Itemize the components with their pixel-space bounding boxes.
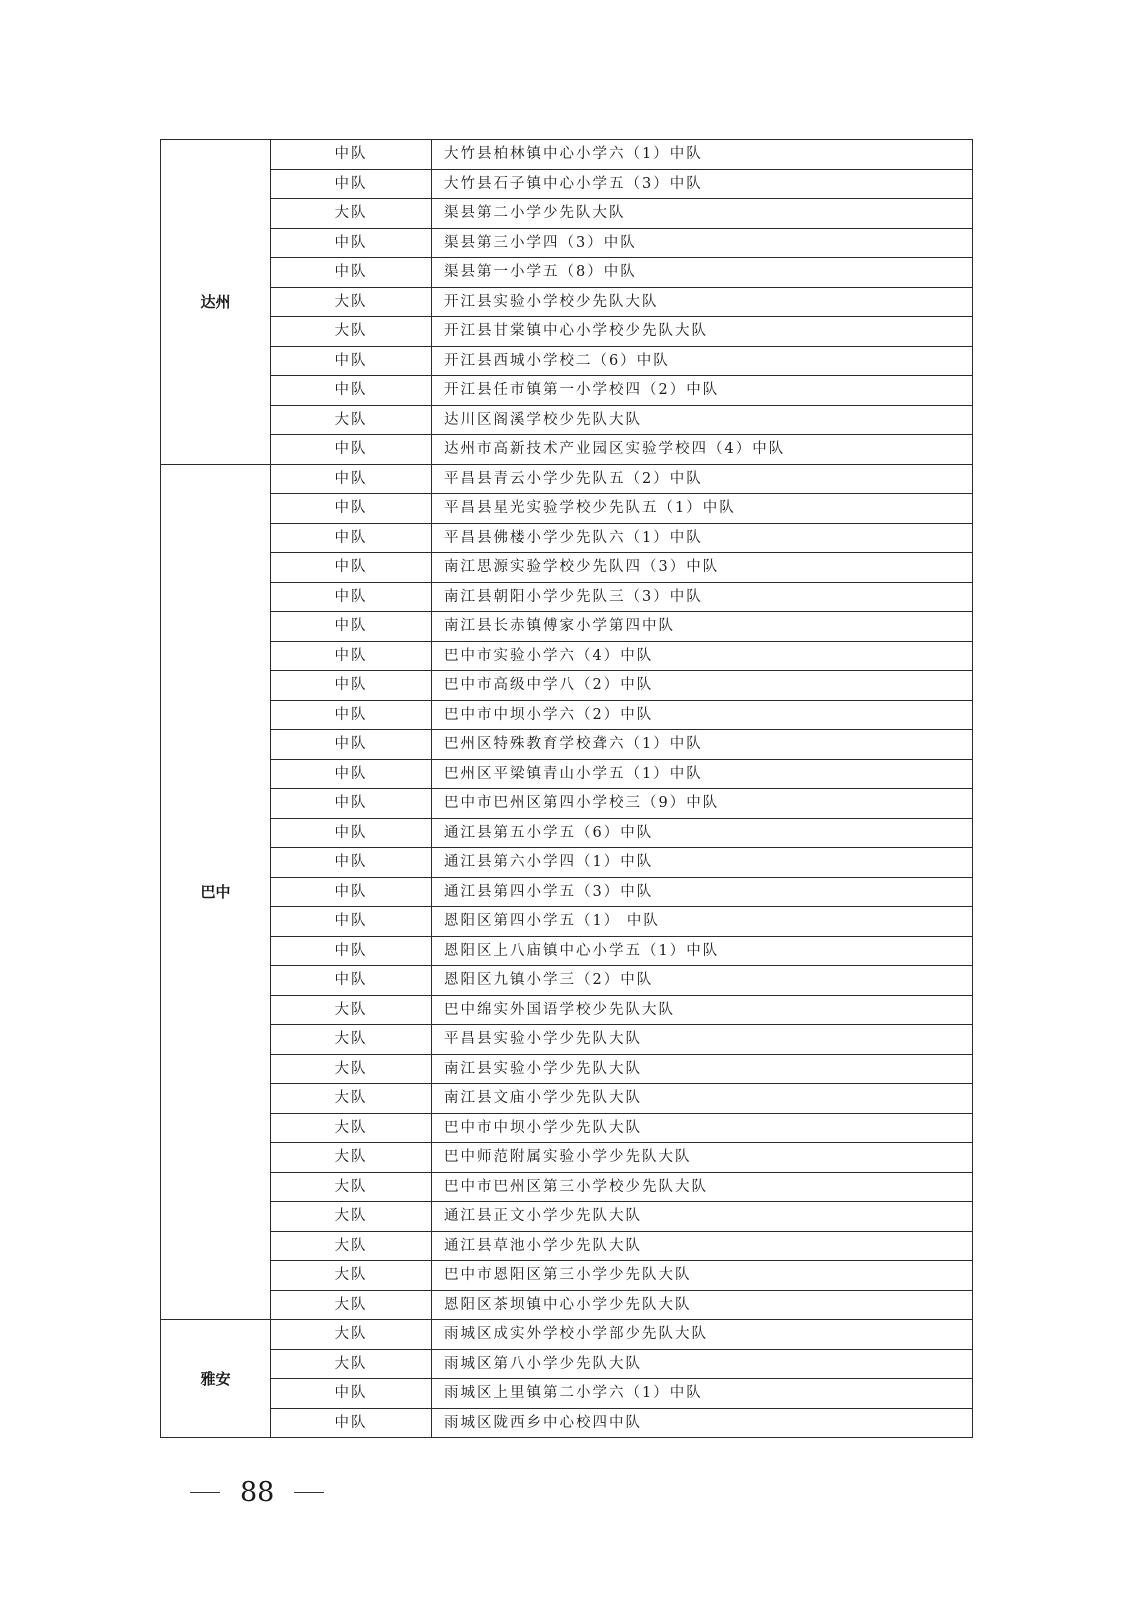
table-body [161, 140, 973, 1438]
table-row [161, 1143, 973, 1173]
level-cell: 中队 [271, 818, 432, 848]
unit-name-cell: 达州市高新技术产业园区实验学校四（4）中队 [432, 435, 973, 465]
unit-name-cell: 平昌县星光实验学校少先队五（1）中队 [432, 494, 973, 524]
unit-name-cell: 巴中市中坝小学少先队大队 [432, 1113, 973, 1143]
table-row [161, 936, 973, 966]
unit-name-cell: 恩阳区上八庙镇中心小学五（1）中队 [432, 936, 973, 966]
unit-name-cell: 恩阳区第四小学五（1） 中队 [432, 907, 973, 937]
unit-name-cell: 南江思源实验学校少先队四（3）中队 [432, 553, 973, 583]
level-cell: 大队 [271, 1202, 432, 1232]
table-row [161, 523, 973, 553]
unit-name-cell: 渠县第一小学五（8）中队 [432, 258, 973, 288]
level-cell: 中队 [271, 730, 432, 760]
page-number: 88 [240, 1476, 275, 1508]
level-cell: 中队 [271, 848, 432, 878]
level-cell: 中队 [271, 553, 432, 583]
table-row [161, 995, 973, 1025]
table-row [161, 494, 973, 524]
unit-name-cell: 巴中市恩阳区第三小学少先队大队 [432, 1261, 973, 1291]
level-cell: 大队 [271, 1143, 432, 1173]
unit-name-cell: 开江县甘棠镇中心小学校少先队大队 [432, 317, 973, 347]
footer-dash-left [190, 1492, 220, 1493]
unit-name-cell: 大竹县柏林镇中心小学六（1）中队 [432, 140, 973, 170]
level-cell: 大队 [271, 1261, 432, 1291]
level-cell: 中队 [271, 641, 432, 671]
unit-name-cell: 通江县第四小学五（3）中队 [432, 877, 973, 907]
level-cell: 大队 [271, 1172, 432, 1202]
level-cell: 中队 [271, 1379, 432, 1409]
table-row [161, 700, 973, 730]
region-cell: 雅安 [161, 1320, 271, 1438]
level-cell: 大队 [271, 1349, 432, 1379]
level-cell: 中队 [271, 936, 432, 966]
level-cell: 中队 [271, 966, 432, 996]
unit-name-cell: 平昌县佛楼小学少先队六（1）中队 [432, 523, 973, 553]
table-row [161, 317, 973, 347]
unit-name-cell: 南江县文庙小学少先队大队 [432, 1084, 973, 1114]
region-cell: 达州 [161, 140, 271, 465]
table-row [161, 1025, 973, 1055]
table-row [161, 1113, 973, 1143]
unit-name-cell: 平昌县青云小学少先队五（2）中队 [432, 464, 973, 494]
level-cell: 中队 [271, 464, 432, 494]
table-row [161, 759, 973, 789]
level-cell: 中队 [271, 435, 432, 465]
unit-name-cell: 巴中绵实外国语学校少先队大队 [432, 995, 973, 1025]
table-row [161, 346, 973, 376]
table-row [161, 1290, 973, 1320]
unit-name-cell: 雨城区陇西乡中心校四中队 [432, 1408, 973, 1438]
level-cell: 大队 [271, 1320, 432, 1350]
level-cell: 中队 [271, 258, 432, 288]
unit-name-cell: 巴中市巴州区第三小学校少先队大队 [432, 1172, 973, 1202]
level-cell: 大队 [271, 1084, 432, 1114]
unit-name-cell: 达川区阁溪学校少先队大队 [432, 405, 973, 435]
unit-name-cell: 大竹县石子镇中心小学五（3）中队 [432, 169, 973, 199]
unit-name-cell: 南江县长赤镇傅家小学第四中队 [432, 612, 973, 642]
table-row [161, 730, 973, 760]
table-row [161, 1202, 973, 1232]
table-row [161, 641, 973, 671]
level-cell: 中队 [271, 789, 432, 819]
level-cell: 中队 [271, 346, 432, 376]
table-row [161, 376, 973, 406]
unit-name-cell: 雨城区成实外学校小学部少先队大队 [432, 1320, 973, 1350]
level-cell: 大队 [271, 199, 432, 229]
level-cell: 大队 [271, 317, 432, 347]
unit-name-cell: 开江县西城小学校二（6）中队 [432, 346, 973, 376]
unit-name-cell: 恩阳区茶坝镇中心小学少先队大队 [432, 1290, 973, 1320]
table-row [161, 1054, 973, 1084]
table-row [161, 405, 973, 435]
table-row [161, 789, 973, 819]
unit-name-cell: 南江县朝阳小学少先队三（3）中队 [432, 582, 973, 612]
level-cell: 中队 [271, 376, 432, 406]
table-row [161, 287, 973, 317]
table-row [161, 1349, 973, 1379]
region-cell: 巴中 [161, 464, 271, 1320]
table-row [161, 258, 973, 288]
level-cell: 中队 [271, 700, 432, 730]
unit-name-cell: 巴州区特殊教育学校聋六（1）中队 [432, 730, 973, 760]
unit-name-cell: 渠县第三小学四（3）中队 [432, 228, 973, 258]
unit-name-cell: 开江县实验小学校少先队大队 [432, 287, 973, 317]
level-cell: 中队 [271, 907, 432, 937]
table-row [161, 966, 973, 996]
table-row [161, 612, 973, 642]
table-row [161, 169, 973, 199]
table-row [161, 1408, 973, 1438]
unit-name-cell: 巴中师范附属实验小学少先队大队 [432, 1143, 973, 1173]
table-row [161, 907, 973, 937]
footer-dash-right [294, 1492, 324, 1493]
level-cell: 大队 [271, 1231, 432, 1261]
table-row [161, 818, 973, 848]
level-cell: 大队 [271, 1290, 432, 1320]
level-cell: 中队 [271, 759, 432, 789]
level-cell: 大队 [271, 1113, 432, 1143]
table-row [161, 228, 973, 258]
level-cell: 中队 [271, 671, 432, 701]
table-row [161, 848, 973, 878]
table-row [161, 582, 973, 612]
table-row [161, 199, 973, 229]
table-row [161, 1261, 973, 1291]
level-cell: 大队 [271, 995, 432, 1025]
unit-name-cell: 恩阳区九镇小学三（2）中队 [432, 966, 973, 996]
table-row [161, 1231, 973, 1261]
unit-name-cell: 平昌县实验小学少先队大队 [432, 1025, 973, 1055]
level-cell: 中队 [271, 228, 432, 258]
unit-name-cell: 巴州区平梁镇青山小学五（1）中队 [432, 759, 973, 789]
level-cell: 中队 [271, 1408, 432, 1438]
unit-name-cell: 开江县任市镇第一小学校四（2）中队 [432, 376, 973, 406]
level-cell: 中队 [271, 582, 432, 612]
unit-name-cell: 通江县第五小学五（6）中队 [432, 818, 973, 848]
table-row [161, 1379, 973, 1409]
table-row [161, 464, 973, 494]
unit-name-cell: 雨城区第八小学少先队大队 [432, 1349, 973, 1379]
level-cell: 大队 [271, 287, 432, 317]
unit-name-cell: 巴中市高级中学八（2）中队 [432, 671, 973, 701]
award-list-table [160, 139, 973, 1438]
unit-name-cell: 巴中市实验小学六（4）中队 [432, 641, 973, 671]
level-cell: 中队 [271, 523, 432, 553]
level-cell: 中队 [271, 612, 432, 642]
table-row [161, 1172, 973, 1202]
level-cell: 大队 [271, 1054, 432, 1084]
table-row [161, 1084, 973, 1114]
table-row [161, 671, 973, 701]
unit-name-cell: 巴中市巴州区第四小学校三（9）中队 [432, 789, 973, 819]
level-cell: 中队 [271, 140, 432, 170]
table-row [161, 877, 973, 907]
level-cell: 中队 [271, 169, 432, 199]
table-row [161, 140, 973, 170]
level-cell: 大队 [271, 405, 432, 435]
level-cell: 大队 [271, 1025, 432, 1055]
page-footer [190, 1472, 324, 1512]
table-row [161, 435, 973, 465]
unit-name-cell: 渠县第二小学少先队大队 [432, 199, 973, 229]
level-cell: 中队 [271, 877, 432, 907]
unit-name-cell: 雨城区上里镇第二小学六（1）中队 [432, 1379, 973, 1409]
table-row [161, 553, 973, 583]
unit-name-cell: 通江县第六小学四（1）中队 [432, 848, 973, 878]
table-row [161, 1320, 973, 1350]
level-cell: 中队 [271, 494, 432, 524]
unit-name-cell: 巴中市中坝小学六（2）中队 [432, 700, 973, 730]
unit-name-cell: 通江县草池小学少先队大队 [432, 1231, 973, 1261]
unit-name-cell: 通江县正文小学少先队大队 [432, 1202, 973, 1232]
unit-name-cell: 南江县实验小学少先队大队 [432, 1054, 973, 1084]
